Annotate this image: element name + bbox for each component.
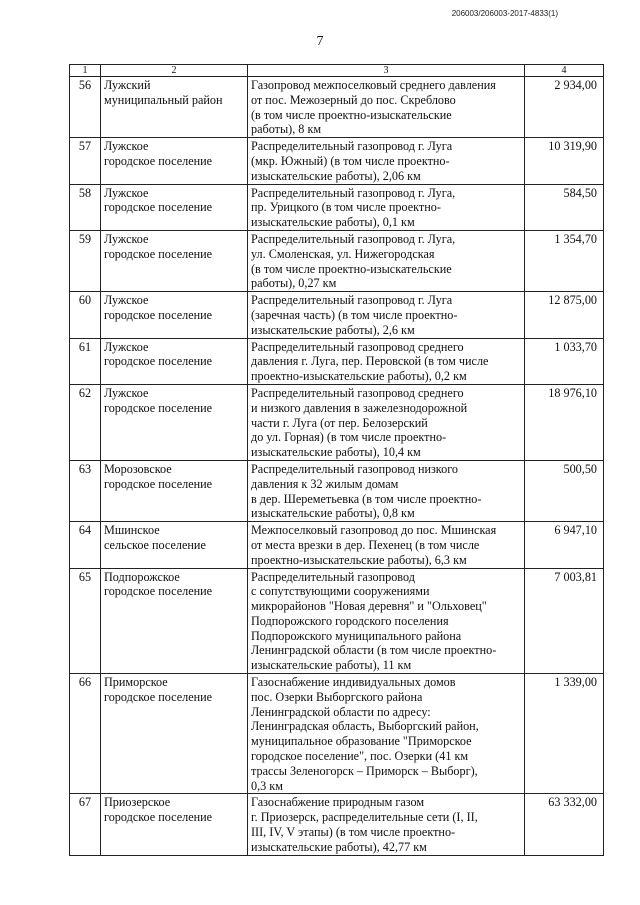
description-line: изыскательские работы), 0,8 км (251, 506, 415, 521)
description-line: Ленинградской области по адресу: (251, 704, 431, 719)
description-line: Распределительный газопровод г. Луга (251, 293, 453, 308)
description-line: давления к 32 жилым домам (251, 476, 399, 491)
municipality-line: Лужское (104, 231, 149, 246)
description-cell (248, 338, 525, 384)
row-number: 64 (70, 522, 101, 568)
document-code: 206003/206003-2017-4833(1) (451, 9, 558, 18)
municipality-cell (101, 794, 248, 855)
description-line: с сопутствующими сооружениями (251, 584, 430, 599)
description-line: Распределительный газопровод среднего (251, 339, 464, 354)
description-line: изыскательские работы), 10,4 км (251, 445, 421, 460)
description-line: изыскательские работы), 0,1 км (251, 215, 415, 230)
table-row (70, 292, 604, 338)
municipality-line: муниципальный район (104, 92, 223, 107)
table-row (70, 384, 604, 460)
description-line: пос. Озерки Выборгского района (251, 689, 423, 704)
municipality-line: городское поселение (104, 810, 213, 825)
municipality-line: сельское поселение (104, 537, 206, 552)
description-line: давления г. Луга, пер. Перовской (в том числе (251, 354, 489, 369)
amount-cell: 7 003,81 (525, 568, 604, 674)
header-col-1: 1 (70, 65, 101, 77)
description-cell (248, 674, 525, 794)
amount-cell: 1 033,70 (525, 338, 604, 384)
description-line: (заречная часть) (в том числе проектно- (251, 307, 458, 322)
municipality-line: Лужское (104, 293, 149, 308)
description-line: изыскательские работы), 2,06 км (251, 168, 421, 183)
row-number: 59 (70, 230, 101, 291)
description-line: Ленинградская область, Выборгский район, (251, 719, 479, 734)
description-line: от места врезки в дер. Пехенец (в том числе (251, 537, 480, 552)
description-line: Распределительный газопровод (251, 569, 415, 584)
description-cell (248, 230, 525, 291)
row-number: 63 (70, 460, 101, 521)
description-line: трассы Зеленогорск – Приморск – Выборг), (251, 763, 478, 778)
amount-cell: 6 947,10 (525, 522, 604, 568)
municipality-cell (101, 230, 248, 291)
description-cell (248, 522, 525, 568)
header-col-2: 2 (101, 65, 248, 77)
description-line: Распределительный газопровод г. Луга, (251, 185, 456, 200)
description-line: 0,3 км (251, 778, 283, 793)
description-cell (248, 77, 525, 138)
table-body (70, 77, 604, 856)
municipality-line: Лужское (104, 339, 149, 354)
description-line: до ул. Горная) (в том числе проектно- (251, 430, 447, 445)
description-line: Ленинградской области (в том числе проектно- (251, 643, 497, 658)
municipality-line: Морозовское (104, 461, 172, 476)
municipality-cell (101, 460, 248, 521)
row-number: 65 (70, 568, 101, 674)
description-cell (248, 384, 525, 460)
amount-cell: 584,50 (525, 184, 604, 230)
municipality-line: Лужский (104, 78, 151, 92)
row-number: 61 (70, 338, 101, 384)
municipality-cell (101, 138, 248, 184)
table-row (70, 184, 604, 230)
table-row (70, 77, 604, 138)
header-col-4: 4 (525, 65, 604, 77)
description-line: Подпорожского муниципального района (251, 628, 462, 643)
description-line: Распределительный газопровод г. Луга (251, 139, 453, 154)
amount-cell: 10 319,90 (525, 138, 604, 184)
description-line: ул. Смоленская, ул. Нижегородская (251, 246, 435, 261)
municipality-cell (101, 292, 248, 338)
description-line: (в том числе проектно-изыскательские (251, 107, 452, 122)
description-line: (в том числе проектно-изыскательские (251, 261, 452, 276)
description-line: Межпоселковый газопровод до пос. Мшинская (251, 523, 497, 538)
projects-table (69, 64, 604, 856)
municipality-line: городское поселение (104, 584, 213, 599)
municipality-line: Приозерское (104, 795, 171, 810)
row-number: 67 (70, 794, 101, 855)
description-cell (248, 138, 525, 184)
table-row (70, 674, 604, 794)
municipality-line: городское поселение (104, 200, 213, 215)
municipality-cell (101, 522, 248, 568)
municipality-line: Лужское (104, 139, 149, 154)
description-line: изыскательские работы), 42,77 км (251, 839, 427, 854)
description-line: части г. Луга (от пер. Белозерский (251, 415, 428, 430)
table-row (70, 138, 604, 184)
municipality-cell (101, 384, 248, 460)
amount-cell: 18 976,10 (525, 384, 604, 460)
amount-cell: 2 934,00 (525, 77, 604, 138)
municipality-line: городское поселение (104, 354, 213, 369)
municipality-cell (101, 338, 248, 384)
description-line: Распределительный газопровод низкого (251, 461, 458, 476)
description-line: Газопровод межпоселковый среднего давления (251, 78, 496, 92)
municipality-cell (101, 184, 248, 230)
description-line: Подпорожского городского поселения (251, 613, 449, 628)
table-row (70, 568, 604, 674)
municipality-line: городское поселение (104, 153, 213, 168)
description-line: муниципальное образование "Приморское (251, 734, 472, 749)
table-row (70, 230, 604, 291)
description-line: Газоснабжение индивидуальных домов (251, 675, 456, 690)
description-line: от пос. Межозерный до пос. Скреблово (251, 92, 456, 107)
row-number: 66 (70, 674, 101, 794)
amount-cell: 1 339,00 (525, 674, 604, 794)
table-row (70, 460, 604, 521)
municipality-cell (101, 568, 248, 674)
description-line: в дер. Шереметьевка (в том числе проектно- (251, 491, 482, 506)
description-cell (248, 184, 525, 230)
amount-cell: 12 875,00 (525, 292, 604, 338)
description-line: проектно-изыскательские работы), 0,2 км (251, 369, 467, 384)
row-number: 62 (70, 384, 101, 460)
description-line: изыскательские работы), 11 км (251, 658, 412, 673)
row-number: 56 (70, 77, 101, 138)
municipality-line: Лужское (104, 185, 149, 200)
description-cell (248, 460, 525, 521)
table-row (70, 522, 604, 568)
description-cell (248, 794, 525, 855)
municipality-line: Лужское (104, 385, 149, 400)
description-line: (мкр. Южный) (в том числе проектно- (251, 153, 450, 168)
row-number: 60 (70, 292, 101, 338)
amount-cell: 63 332,00 (525, 794, 604, 855)
municipality-line: Приморское (104, 675, 168, 690)
description-line: работы), 0,27 км (251, 276, 337, 291)
header-col-3: 3 (248, 65, 525, 77)
description-line: изыскательские работы), 2,6 км (251, 322, 415, 337)
description-line: проектно-изыскательские работы), 6,3 км (251, 552, 467, 567)
description-line: городское поселение", пос. Озерки (41 км (251, 749, 469, 764)
description-line: работы), 8 км (251, 122, 322, 137)
description-line: III, IV, V этапы) (в том числе проектно- (251, 825, 456, 840)
amount-cell: 1 354,70 (525, 230, 604, 291)
description-cell (248, 292, 525, 338)
description-line: Распределительный газопровод среднего (251, 385, 464, 400)
table-row (70, 338, 604, 384)
municipality-cell (101, 77, 248, 138)
table-header-row (70, 65, 604, 77)
description-line: г. Приозерск, распределительные сети (I, II, (251, 810, 478, 825)
municipality-cell (101, 674, 248, 794)
municipality-line: городское поселение (104, 307, 213, 322)
table-row (70, 794, 604, 855)
description-line: Газоснабжение природным газом (251, 795, 425, 810)
description-cell (248, 568, 525, 674)
description-line: и низкого давления в зажелезнодорожной (251, 400, 468, 415)
page-number: 7 (316, 34, 324, 49)
municipality-line: Мшинское (104, 523, 160, 538)
description-line: пр. Урицкого (в том числе проектно- (251, 200, 441, 215)
description-line: микрорайонов "Новая деревня" и "Ольховец" (251, 599, 487, 614)
amount-cell: 500,50 (525, 460, 604, 521)
municipality-line: Подпорожское (104, 569, 180, 584)
description-line: Распределительный газопровод г. Луга, (251, 231, 456, 246)
municipality-line: городское поселение (104, 476, 213, 491)
row-number: 57 (70, 138, 101, 184)
municipality-line: городское поселение (104, 689, 213, 704)
municipality-line: городское поселение (104, 400, 213, 415)
row-number: 58 (70, 184, 101, 230)
municipality-line: городское поселение (104, 246, 213, 261)
